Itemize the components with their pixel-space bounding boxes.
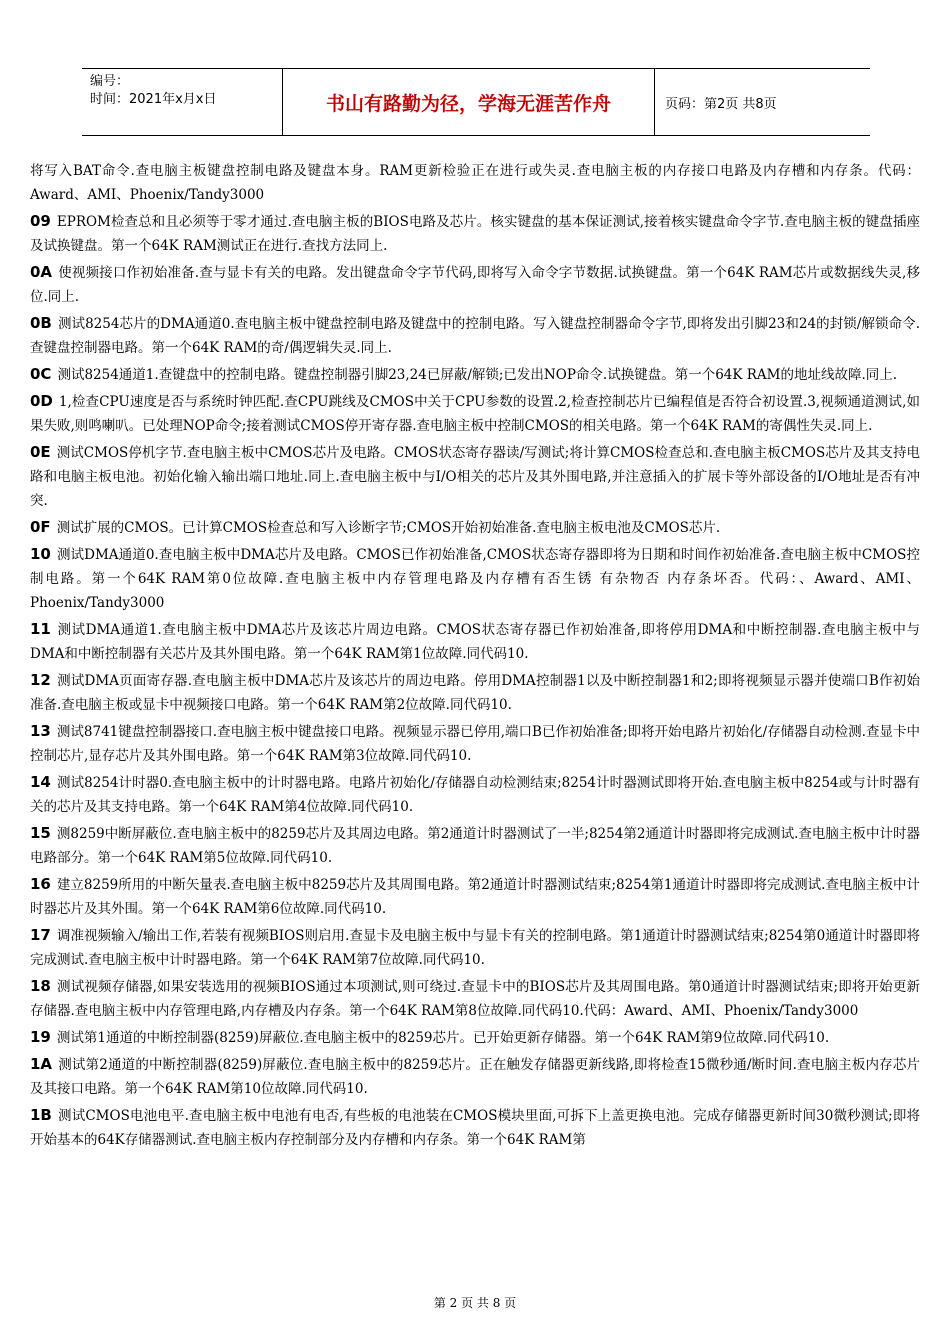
entry-code: 13 xyxy=(30,722,51,740)
entry-code: 0A xyxy=(30,263,53,281)
entry-paragraph xyxy=(30,1052,920,1101)
entry-paragraph xyxy=(30,1103,920,1152)
entry-code: 0D xyxy=(30,392,53,410)
entry-code: 12 xyxy=(30,671,51,689)
entry-paragraph xyxy=(30,923,920,972)
entry-text: 使视频接口作初始准备.查与显卡有关的电路。发出键盘命令字节代码,即将写入命令字节数据.试换键盘。第一个64K RAM芯片或数据线失灵,移位.同上. xyxy=(30,265,920,305)
entry-text: 测试CMOS电池电平.查电脑主板中电池有电否,有些板的电池装在CMOS模块里面,可拆下上盖更换电池。完成存储器更新时间30微秒测试;即将开始基本的64K存储器测试.查电脑主板内存控制部分及内存槽和内存条。第一个64K RAM第 xyxy=(30,1108,920,1148)
page-footer: 第 2 页 共 8 页 xyxy=(433,1296,517,1310)
entry-text: 将写入BAT命令.查电脑主板键盘控制电路及键盘本身。RAM更新检验正在进行或失灵.查电脑主板的内存接口电路及内存槽和内存条。代码：Award、AMI、Phoenix/Tandy3000 xyxy=(30,163,920,203)
entry-text: 测试8254芯片的DMA通道0.查电脑主板中键盘控制电路及键盘中的控制电路。写入键盘控制器命令字节,即将发出引脚23和24的封锁/解锁命令.查键盘控制器电路。第一个64K RAM的奇/偶逻辑失灵.同上. xyxy=(30,316,920,356)
entry-code: 14 xyxy=(30,773,51,791)
entry-text: 1,检查CPU速度是否与系统时钟匹配.查CPU跳线及CMOS中关于CPU参数的设置.2,检查控制芯片已编程值是否符合初设置.3,视频通道测试,如果失败,则鸣喇叭。已处理NOP命令;接着测试CMOS停开寄存器.查电脑主板中控制CMOS的相关电路。第一个64K RAM的寄偶性失灵.同上. xyxy=(30,394,920,434)
entry-paragraph xyxy=(30,440,920,513)
entry-code: 0C xyxy=(30,365,52,383)
entry-text: 测试8254通道1.查键盘中的控制电路。键盘控制器引脚23,24已屏蔽/解锁;已发出NOP命令.试换键盘。第一个64K RAM的地址线故障.同上. xyxy=(57,367,898,383)
entry-paragraph xyxy=(30,872,920,921)
entry-paragraph xyxy=(30,1025,920,1050)
entry-paragraph xyxy=(30,260,920,309)
entry-code: 1A xyxy=(30,1055,53,1073)
entry-text: 测试DMA页面寄存器.查电脑主板中DMA芯片及该芯片的周边电路。停用DMA控制器1以及中断控制器1和2;即将视频显示器并使端口B作初始准备.查电脑主板或显卡中视频接口电路。第一个64K RAM第2位故障.同代码10. xyxy=(30,673,920,713)
entry-paragraph xyxy=(30,974,920,1023)
entry-text: EPROM检查总和且必须等于零才通过.查电脑主板的BIOS电路及芯片。核实键盘的基本保证测试,接着核实键盘命令字节.查电脑主板的键盘插座及试换键盘。第一个64K RAM测试正在进行.查找方法同上. xyxy=(30,214,920,254)
entry-paragraph xyxy=(30,821,920,870)
entry-code: 10 xyxy=(30,545,51,563)
header-meta xyxy=(82,69,283,135)
entry-text: 测8259中断屏蔽位.查电脑主板中的8259芯片及其周边电路。第2通道计时器测试了一半;8254第2通道计时器即将完成测试.查电脑主板中计时器电路部分。第一个64K RAM第5位故障.同代码10. xyxy=(30,826,920,866)
entry-code: 18 xyxy=(30,977,51,995)
entry-text: 测试CMOS停机字节.查电脑主板中CMOS芯片及电路。CMOS状态寄存器读/写测试;将计算CMOS检查总和.查电脑主板CMOS芯片及其支持电路和电脑主板电池。初始化输入输出端口地址.同上.查电脑主板中与I/O相关的芯片及其外围电路,并注意插入的扩展卡等外部设备的I/O地址是否有冲突. xyxy=(30,445,920,509)
entry-paragraph xyxy=(30,311,920,360)
entry-code: 0B xyxy=(30,314,52,332)
page-header xyxy=(82,68,870,136)
entry-paragraph xyxy=(30,159,920,207)
entry-paragraph xyxy=(30,542,920,615)
header-page-info: 页码：第2页 共8页 xyxy=(665,96,777,112)
entry-text: 测试8254计时器0.查电脑主板中的计时器电路。电路片初始化/存储器自动检测结束;8254计时器测试即将开始.查电脑主板中8254或与计时器有关的芯片及其支持电路。第一个64K RAM第4位故障.同代码10. xyxy=(30,775,920,815)
entry-paragraph xyxy=(30,362,920,387)
entry-text: 测试第2通道的中断控制器(8259)屏蔽位.查电脑主板中的8259芯片。正在触发存储器更新线路,即将检查15微秒通/断时间.查电脑主板内存芯片及其接口电路。第一个64K RAM第10位故障.同代码10. xyxy=(30,1057,920,1097)
entry-text: 测试DMA通道1.查电脑主板中DMA芯片及该芯片周边电路。CMOS状态寄存器已作初始准备,即将停用DMA和中断控制器.查电脑主板中与DMA和中断控制器有关芯片及其外围电路。第一个64K RAM第1位故障.同代码10. xyxy=(30,622,920,662)
entry-code: 17 xyxy=(30,926,51,944)
entry-paragraph xyxy=(30,770,920,819)
entry-text: 测试视频存储器,如果安装选用的视频BIOS通过本项测试,则可绕过.查显卡中的BIOS芯片及其周围电路。第0通道计时器测试结束;即将开始更新存储器.查电脑主板中内存管理电路,内存槽及内存条。第一个64K RAM第8位故障.同代码10.代码：Award、AMI、Phoenix/Tandy3000 xyxy=(30,979,920,1019)
entry-code: 0E xyxy=(30,443,51,461)
entry-text: 调准视频输入/输出工作,若装有视频BIOS则启用.查显卡及电脑主板中与显卡有关的控制电路。第1通道计时器测试结束;8254第0通道计时器即将完成测试.查电脑主板中计时器电路。第一个64K RAM第7位故障.同代码10. xyxy=(30,928,920,968)
entry-paragraph xyxy=(30,617,920,666)
entry-text: 建立8259所用的中断矢量表.查电脑主板中8259芯片及其周围电路。第2通道计时器测试结束;8254第1通道计时器即将完成测试.查电脑主板中计时器芯片及其外围。第一个64K RAM第6位故障.同代码10. xyxy=(30,877,920,917)
entry-text: 测试DMA通道0.查电脑主板中DMA芯片及电路。CMOS已作初始准备,CMOS状态寄存器即将为日期和时间作初始准备.查电脑主板中CMOS控制电路。第一个64K RAM第0位故障.查电脑主板中内存管理电路及内存槽有否生锈 有杂物否 内存条坏否。代码：、Award、AMI、Phoenix/Tandy3000 xyxy=(30,547,920,611)
entry-code: 19 xyxy=(30,1028,51,1046)
entry-paragraph xyxy=(30,719,920,768)
entry-code: 16 xyxy=(30,875,51,893)
header-motto: 书山有路勤为径，学海无涯苦作舟 xyxy=(283,69,655,135)
entry-code: 0F xyxy=(30,518,51,536)
time-label: 时间：2021年x月x日 xyxy=(90,92,217,107)
document-body xyxy=(30,159,920,1154)
entry-code: 09 xyxy=(30,212,51,230)
entry-paragraph xyxy=(30,209,920,258)
entry-text: 测试8741键盘控制器接口.查电脑主板中键盘接口电路。视频显示器已停用,端口B已作初始准备;即将开始电路片初始化/存储器自动检测.查显卡中控制芯片,显存芯片及其外围电路。第一个64K RAM第3位故障.同代码10. xyxy=(30,724,920,764)
number-label: 编号： xyxy=(90,74,130,89)
entry-paragraph xyxy=(30,515,920,540)
entry-paragraph xyxy=(30,668,920,717)
entry-text: 测试扩展的CMOS。已计算CMOS检查总和写入诊断字节;CMOS开始初始准备.查电脑主板电池及CMOS芯片. xyxy=(56,520,721,536)
entry-text: 测试第1通道的中断控制器(8259)屏蔽位.查电脑主板中的8259芯片。已开始更新存储器。第一个64K RAM第9位故障.同代码10. xyxy=(56,1030,830,1046)
entry-code: 15 xyxy=(30,824,51,842)
entry-code: 1B xyxy=(30,1106,52,1124)
entry-code: 11 xyxy=(30,620,51,638)
entry-paragraph xyxy=(30,389,920,438)
